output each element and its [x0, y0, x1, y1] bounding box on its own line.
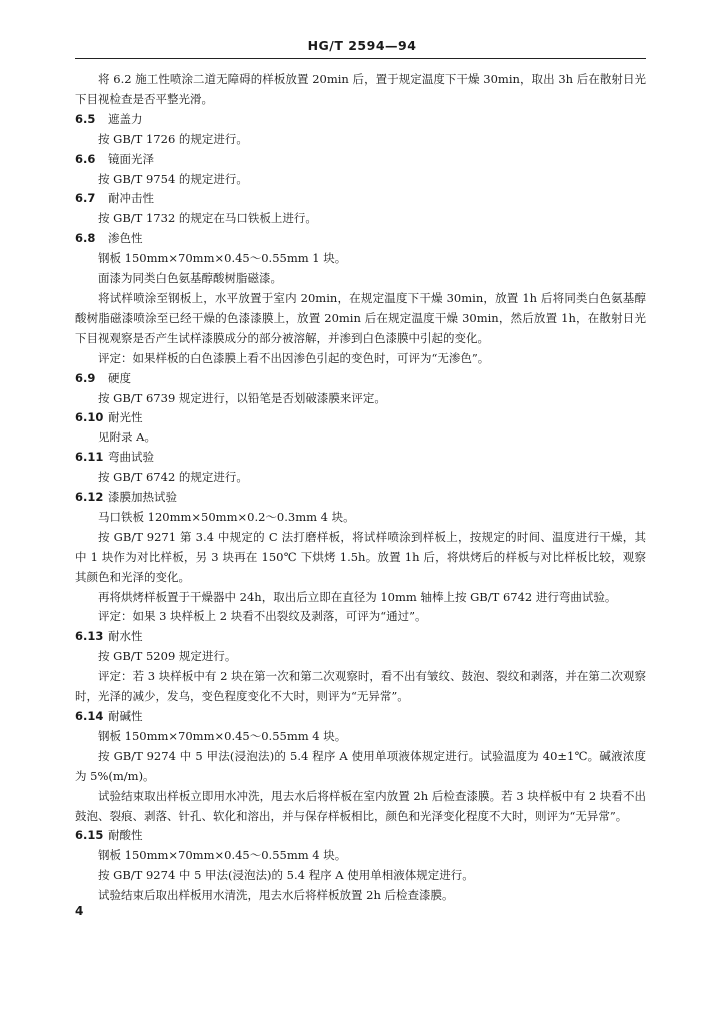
section-title: 耐酸性 [108, 828, 143, 843]
paragraph: 按 GB/T 5209 规定进行。 [98, 649, 237, 664]
paragraph: 按 GB/T 9274 中 5 甲法(浸泡法)的 5.4 程序 A 使用单相液体规定进行。 [98, 868, 474, 883]
section-heading [75, 627, 646, 647]
section-title: 镜面光泽 [108, 151, 154, 166]
section-number: 6.9 [75, 370, 96, 385]
section-heading [75, 229, 646, 249]
section-heading [75, 150, 646, 170]
paragraph: 试验结束取出样板立即用水冲洗，甩去水后将样板在室内放置 2h 后检查漆膜。若 3 块样板中有 2 块看不出鼓泡、裂痕、剥落、针孔、软化和溶出，并与保存样板相比，颜色和光泽变化程度不大时，则评为“无异常”。 [75, 788, 646, 823]
section-heading [75, 448, 646, 468]
paragraph: 试验结束后取出样板用水清洗，甩去水后将样板放置 2h 后检查漆膜。 [98, 888, 454, 903]
section-heading [75, 110, 646, 130]
section-title: 耐水性 [108, 629, 143, 644]
section-title: 硬度 [108, 370, 131, 385]
paragraph: 面漆为同类白色氨基醇酸树脂磁漆。 [98, 271, 282, 286]
paragraph: 评定：若 3 块样板中有 2 块在第一次和第二次观察时，看不出有皱纹、鼓泡、裂纹和剥落，并在第二次观察时，光泽的减少，发乌，变色程度变化不大时，则评为“无异常”。 [75, 669, 646, 704]
paragraph: 按 GB/T 1726 的规定进行。 [98, 131, 248, 146]
paragraph: 将试样喷涂至钢板上，水平放置于室内 20min，在规定温度下干燥 30min，放置 1h 后将同类白色氨基醇酸树脂磁漆喷涂至已经干燥的色漆漆膜上，放置 20min 后在规定温度干燥 30min，然后放置 1h，在散射日光下目视观察是否产生试样漆膜成分的部分被溶解，并渗到白色漆膜中引起的变化。 [75, 290, 646, 345]
paragraph: 马口铁板 120mm×50mm×0.2～0.3mm 4 块。 [98, 509, 355, 524]
section-number: 6.14 [75, 709, 104, 723]
section-number: 6.11 [75, 450, 104, 465]
section-number: 6.7 [75, 191, 96, 206]
paragraph: 见附录 A。 [98, 430, 156, 445]
paragraph: 评定：如果 3 块样板上 2 块看不出裂纹及剥落，可评为“通过”。 [98, 609, 427, 624]
section-number: 6.10 [75, 410, 104, 425]
paragraph: 按 GB/T 6739 规定进行，以铅笔是否划破漆膜来评定。 [98, 390, 386, 405]
section-title: 耐冲击性 [108, 191, 154, 206]
paragraph: 再将烘烤样板置于干燥器中 24h，取出后立即在直径为 10mm 轴棒上按 GB/T 6742 进行弯曲试验。 [98, 589, 617, 604]
section-heading [75, 408, 646, 428]
paragraph: 按 GB/T 9271 第 3.4 中规定的 C 法打磨样板，将试样喷涂到样板上，按规定的时间、温度进行干燥，其中 1 块作为对比样板，另 3 块再在 150℃ 下烘烤 1.5h。放置 1h 后，将烘烤后的样板与对比样板比较，观察其颜色和光泽的变化。 [75, 529, 646, 584]
section-heading [75, 369, 646, 389]
section-title: 耐碱性 [108, 709, 143, 723]
section-title: 耐光性 [108, 410, 143, 425]
section-title: 弯曲试验 [108, 450, 154, 465]
section-number: 6.15 [75, 828, 104, 843]
section-title: 渗色性 [108, 231, 143, 246]
document-body [75, 70, 646, 906]
paragraph: 钢板 150mm×70mm×0.45～0.55mm 1 块。 [98, 251, 347, 266]
section-title: 遮盖力 [108, 111, 143, 126]
section-number: 6.12 [75, 490, 104, 505]
section-heading [75, 826, 646, 846]
paragraph: 按 GB/T 6742 的规定进行。 [98, 470, 248, 485]
paragraph: 将 6.2 施工性喷涂二道无障碍的样板放置 20min 后，置于规定温度下干燥 30min，取出 3h 后在散射日光下目视检查是否平整光滑。 [75, 72, 646, 106]
section-number: 6.13 [75, 629, 104, 644]
section-number: 6.8 [75, 231, 96, 246]
paragraph: 按 GB/T 9274 中 5 甲法(浸泡法)的 5.4 程序 A 使用单项液体规定进行。试验温度为 40±1℃。碱液浓度为 5%(m/m)。 [75, 748, 646, 783]
page-number: 4 [75, 904, 84, 918]
paragraph: 按 GB/T 1732 的规定在马口铁板上进行。 [98, 211, 317, 226]
paragraph: 按 GB/T 9754 的规定进行。 [98, 171, 248, 186]
section-heading [75, 488, 646, 508]
section-title: 漆膜加热试验 [108, 490, 177, 505]
section-number: 6.6 [75, 151, 96, 166]
section-number: 6.5 [75, 111, 96, 126]
page-header: HG/T 2594—94 [307, 38, 417, 53]
paragraph: 钢板 150mm×70mm×0.45～0.55mm 4 块。 [98, 728, 347, 743]
section-heading [75, 189, 646, 209]
header-rule [75, 58, 646, 59]
paragraph: 钢板 150mm×70mm×0.45～0.55mm 4 块。 [98, 848, 347, 863]
paragraph: 评定：如果样板的白色漆膜上看不出因渗色引起的变色时，可评为“无渗色”。 [98, 350, 490, 365]
section-heading [75, 707, 646, 727]
